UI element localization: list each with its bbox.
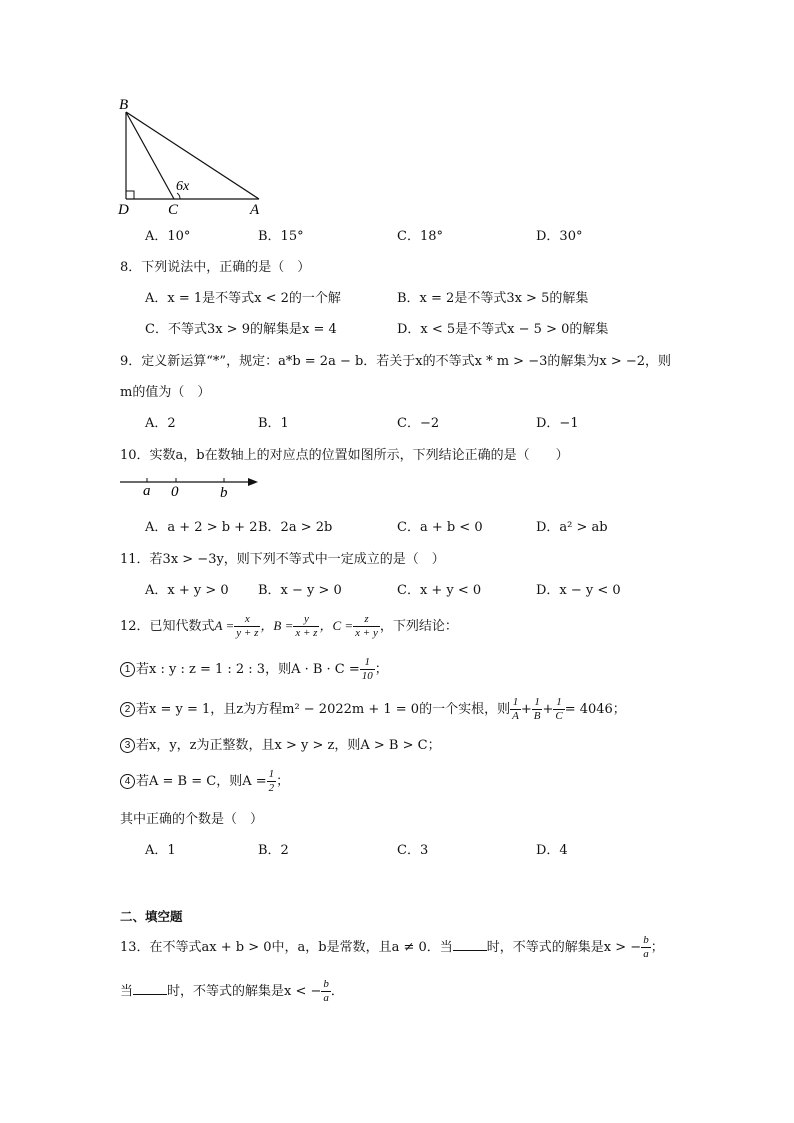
- q12-option-c: C．3: [397, 843, 429, 858]
- point-label-b: b: [220, 485, 228, 501]
- q8-option-d: D．x < 5是不等式x − 5 > 0的解集: [397, 322, 609, 337]
- fraction-A-numerator: x: [234, 613, 260, 627]
- statement-1-end: ；: [374, 662, 388, 677]
- fraction-one-tenth-numerator: 1: [360, 656, 375, 670]
- q12-intro: 12．已知代数式: [120, 619, 215, 634]
- fraction-C: [353, 613, 380, 639]
- fraction-1-over-A-numerator: 1: [510, 696, 521, 710]
- circled-number-1: 1: [120, 662, 135, 677]
- fraction-B: [293, 613, 319, 639]
- fraction-b-over-a-2: [321, 978, 331, 1004]
- q13-line1-start: 13．在不等式ax + b > 0中，a，b是常数，且a ≠ 0．当: [120, 940, 453, 955]
- q7-option-c: C．18°: [397, 229, 443, 244]
- q12-stem: [120, 610, 458, 643]
- q12-statement-4: [120, 766, 289, 798]
- q10-option-c: C．a + b < 0: [397, 520, 483, 535]
- circled-number-3: 3: [120, 738, 135, 753]
- answer-blank-1[interactable]: [453, 938, 487, 951]
- statement-4-end: ；: [276, 774, 290, 789]
- fraction-b-over-a-1-denominator: a: [643, 948, 649, 960]
- segment-BA: [126, 112, 259, 199]
- answer-blank-2[interactable]: [133, 982, 167, 995]
- q11-stem: 11．若3x > −3y，则下列不等式中一定成立的是（ ）: [120, 552, 445, 567]
- statement-3-text: 若x，y，z为正整数，且x > y > z，则A > B > C；: [136, 738, 441, 753]
- statement-2-end: = 4046；: [564, 702, 626, 717]
- q8-option-c: C．不等式3x > 9的解集是x = 4: [145, 322, 337, 337]
- q13-line1-end: ；: [650, 940, 664, 955]
- fraction-one-tenth: [360, 656, 375, 682]
- q11-option-a: A．x + y > 0: [145, 583, 229, 598]
- q11-option-b: B．x − y > 0: [258, 583, 342, 598]
- q12-option-b: B．2: [258, 843, 289, 858]
- q8-option-a: A．x = 1是不等式x < 2的一个解: [145, 291, 341, 306]
- label-B: B: [119, 97, 129, 113]
- triangle-figure: [110, 92, 280, 218]
- fraction-one-tenth-denominator: 10: [361, 670, 373, 682]
- q13-line2-start: 当: [120, 984, 134, 999]
- fraction-B-numerator: y: [293, 613, 319, 627]
- q9-option-b: B．1: [258, 416, 289, 431]
- q9-stem-line2: m的值为（ ）: [120, 385, 211, 400]
- q9-option-d: D．−1: [536, 416, 579, 431]
- q9-option-c: C．−2: [397, 416, 440, 431]
- q13-line2-end: ．: [330, 984, 344, 999]
- label-angle: 6x: [176, 179, 190, 194]
- fraction-C-numerator: z: [353, 613, 380, 627]
- fraction-1-over-A-denominator: A: [512, 710, 519, 722]
- q7-option-d: D．30°: [536, 229, 583, 244]
- q12-tail: ，下列结论：: [379, 619, 458, 634]
- arrow-right-icon: [248, 478, 258, 486]
- q13-line2: [120, 976, 344, 1008]
- q11-option-c: C．x + y < 0: [397, 583, 482, 598]
- circled-number-4: 4: [120, 774, 135, 789]
- fraction-b-over-a-1-numerator: b: [643, 934, 649, 947]
- q9-stem-line1: 9．定义新运算“*”，规定：a*b = 2a − b．若关于x的不等式x * m > −3的解集为x > −2，则: [120, 354, 672, 369]
- q12-option-d: D．4: [536, 843, 568, 858]
- q9-option-a: A．2: [145, 416, 176, 431]
- q13-line1-middle: 时，不等式的解集是x > −: [486, 940, 642, 955]
- fraction-1-over-A: [510, 696, 521, 722]
- label-D: D: [118, 202, 129, 218]
- q12-count-question: 其中正确的个数是（ ）: [120, 812, 264, 827]
- fraction-b-over-a-1: [641, 934, 651, 960]
- q10-stem: 10．实数a，b在数轴上的对应点的位置如图所示，下列结论正确的是（ ）: [120, 448, 569, 463]
- fraction-1-over-B-numerator: 1: [532, 696, 543, 710]
- fraction-1-over-C-denominator: C: [555, 710, 563, 722]
- point-label-zero: 0: [171, 484, 179, 500]
- q12-B-lhs: ，B =: [260, 618, 294, 633]
- right-angle-mark: [126, 191, 134, 199]
- fraction-1-over-B-denominator: B: [533, 710, 541, 722]
- fraction-1-over-C-numerator: 1: [553, 696, 564, 710]
- q12-statement-2: 2 若x = y = 1，且z为方程m² − 2022m + 1 = 0的一个实根，则 $\frac{1}{A}$ + $\frac{1}{B}$ + $\frac{1}{C}$ = 4046；: [120, 694, 626, 726]
- q8-option-b: B．x = 2是不等式3x > 5的解集: [397, 291, 589, 306]
- statement-1-text: 若x : y : z = 1 : 2 : 3，则A · B · C =: [136, 662, 360, 677]
- q13-line1: [120, 932, 664, 964]
- statement-2-text: 若x = y = 1，且z为方程m² − 2022m + 1 = 0的一个实根，则: [136, 702, 511, 717]
- number-line: [118, 472, 266, 502]
- fraction-B-denominator: x + z: [295, 627, 318, 639]
- fraction-A-denominator: y + z: [236, 627, 259, 639]
- statement-4-text: 若A = B = C，则A =: [136, 774, 267, 789]
- fraction-1-over-B: [532, 696, 543, 722]
- fraction-A: [234, 613, 260, 639]
- fraction-one-half-numerator: 1: [268, 768, 275, 781]
- q10-option-b: B．2a > 2b: [258, 520, 333, 535]
- q12-statement-1: [120, 654, 388, 686]
- q10-option-d: D．a² > ab: [536, 520, 608, 535]
- q7-option-a: A．10°: [145, 229, 191, 244]
- section-title-fill-in: 二、填空题: [120, 910, 183, 924]
- q8-stem: 8．下列说法中，正确的是（ ）: [120, 260, 311, 275]
- q13-line2-middle: 时，不等式的解集是x < −: [167, 984, 322, 999]
- q7-option-b: B．15°: [258, 229, 304, 244]
- q11-option-d: D．x − y < 0: [536, 583, 621, 598]
- q12-A-lhs: A =: [214, 618, 235, 633]
- fraction-C-denominator: x + y: [355, 627, 378, 639]
- fraction-b-over-a-2-denominator: a: [323, 992, 329, 1004]
- fraction-one-half: [267, 768, 277, 794]
- fraction-1-over-C: [553, 696, 564, 722]
- label-A: A: [250, 202, 260, 218]
- q12-option-a: A．1: [145, 843, 176, 858]
- q12-statement-3: [120, 738, 441, 753]
- point-label-a: a: [143, 483, 151, 499]
- label-C: C: [168, 202, 179, 218]
- fraction-one-half-denominator: 2: [268, 782, 275, 794]
- segment-BC: [126, 112, 174, 199]
- fraction-b-over-a-2-numerator: b: [323, 978, 329, 991]
- q10-option-a: A．a + 2 > b + 2: [145, 520, 258, 535]
- circled-number-2: 2: [120, 702, 135, 717]
- q12-C-lhs: ，C =: [319, 618, 354, 633]
